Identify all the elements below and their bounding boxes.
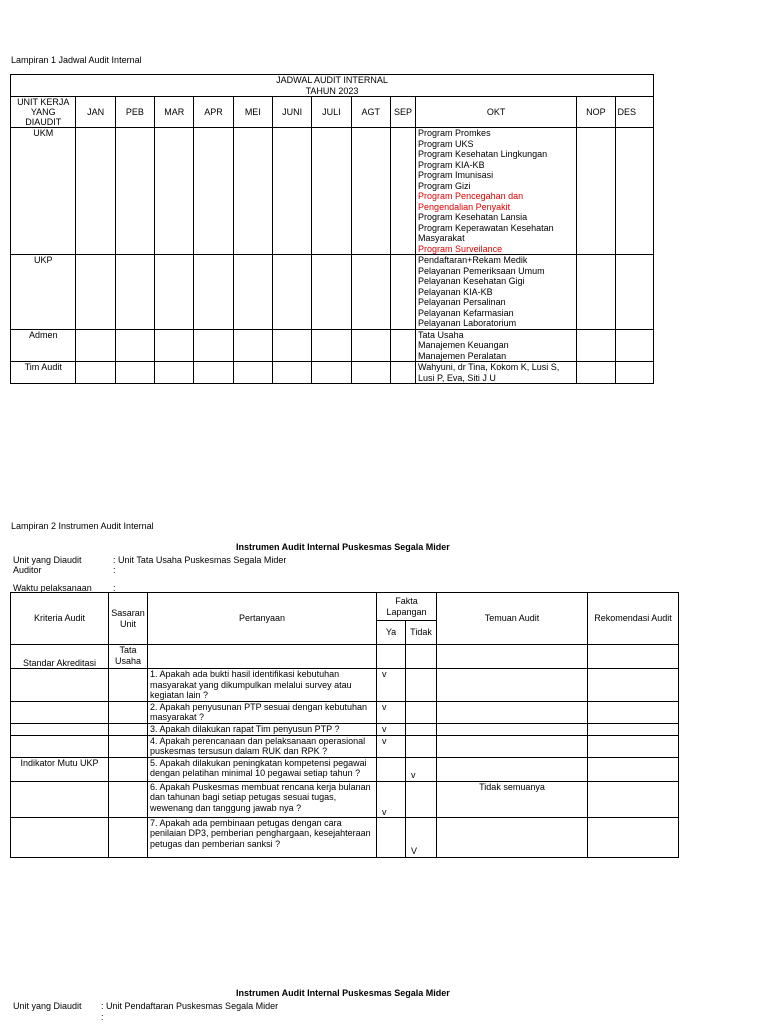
pertanyaan-cell: 5. Apakah dilakukan peningkatan kompetensi pegawai dengan pelatihan minimal 10 pegawai setiap tahun ? <box>148 757 377 781</box>
pertanyaan-cell: 6. Apakah Puskesmas membuat rencana kerja bulanan dan tahunan bagi setiap petugas sesuai tugas, wewenang dan tanggung jawab nya ? <box>148 781 377 817</box>
program-item: Program UKS <box>418 138 474 149</box>
month-cell <box>615 329 653 362</box>
program-item: Program Imunisasi <box>418 170 494 180</box>
temuan-cell <box>437 817 588 857</box>
kriteria-cell <box>11 701 109 723</box>
ya-cell <box>377 757 406 781</box>
fakta-header: Fakta Lapangan <box>377 593 437 621</box>
month-header: MEI <box>233 97 272 128</box>
temuan-cell <box>437 701 588 723</box>
kriteria-cell: Indikator Mutu UKP <box>11 757 109 781</box>
col-unit-header: UNIT KERJA YANG DIAUDIT <box>11 97 76 128</box>
pertanyaan-cell: 4. Apakah perencanaan dan pelaksanaan operasional puskesmas tersusun dalam RUK dan RPK ? <box>148 735 377 757</box>
waktu-value: : <box>113 583 116 593</box>
kriteria-header: Kriteria Audit <box>11 593 109 645</box>
tidak-cell <box>406 735 437 757</box>
table-row <box>11 735 679 757</box>
month-cell <box>272 128 311 255</box>
program-item: Pelayanan Kefarmasian <box>418 307 514 318</box>
program-item: Program Keperawatan Kesehatan <box>418 222 554 233</box>
month-cell <box>155 329 194 362</box>
month-cell <box>272 329 311 362</box>
month-cell <box>76 255 115 330</box>
pertanyaan-cell: 2. Apakah penyusunan PTP sesuai dengan kebutuhan masyarakat ? <box>148 701 377 723</box>
tidak-cell <box>406 701 437 723</box>
month-header: JUNI <box>272 97 311 128</box>
sasaran-cell <box>109 701 148 723</box>
kriteria-cell: Standar Akreditasi <box>11 645 109 669</box>
okt-cell <box>416 362 577 384</box>
tidak-cell: v <box>406 757 437 781</box>
month-header: APR <box>194 97 233 128</box>
jadwal-title-line2: TAHUN 2023 <box>305 85 359 96</box>
okt-cell <box>416 128 577 255</box>
month-cell <box>577 329 615 362</box>
schedule-row <box>11 362 654 384</box>
unit-value: : Unit Tata Usaha Puskesmas Segala Mider <box>113 555 287 565</box>
auditor-value: : <box>113 565 116 575</box>
ya-cell: v <box>377 781 406 817</box>
program-item: Manajemen Peralatan <box>418 350 507 361</box>
temuan-cell <box>437 645 588 669</box>
rekomendasi-cell <box>588 757 679 781</box>
jadwal-title-line1: JADWAL AUDIT INTERNAL <box>276 75 388 85</box>
program-item: Lusi P, Eva, Siti J U <box>418 372 496 383</box>
temuan-cell <box>437 723 588 735</box>
pertanyaan-cell: 1. Apakah ada bukti hasil identifikasi kebutuhan masyarakat yang dikumpulkan melalui survey atau kegiatan lain ? <box>148 669 377 702</box>
month-header: JULI <box>312 97 351 128</box>
month-cell <box>390 128 415 255</box>
month-cell <box>312 128 351 255</box>
month-cell <box>615 128 653 255</box>
month-cell <box>233 362 272 384</box>
sasaran-cell <box>109 781 148 817</box>
unit-cell: UKP <box>11 255 76 330</box>
month-cell <box>155 255 194 330</box>
month-cell <box>272 255 311 330</box>
sasaran-cell: Tata Usaha <box>109 645 148 669</box>
rekomendasi-cell <box>588 817 679 857</box>
sasaran-cell <box>109 669 148 702</box>
month-cell <box>115 255 154 330</box>
sasaran-cell <box>109 817 148 857</box>
month-cell <box>76 362 115 384</box>
program-item: Program Promkes <box>418 128 491 138</box>
program-item: Pendaftaran+Rekam Medik <box>418 255 528 265</box>
month-cell <box>272 362 311 384</box>
tidak-header: Tidak <box>406 621 437 645</box>
month-header: SEP <box>390 97 415 128</box>
program-item: Program Kesehatan Lingkungan <box>418 149 548 159</box>
kriteria-cell <box>11 723 109 735</box>
month-header: AGT <box>351 97 390 128</box>
unit-label: Unit yang Diaudit <box>13 555 82 565</box>
month-cell <box>390 362 415 384</box>
program-item: Pelayanan Persalinan <box>418 297 506 307</box>
program-item: Manajemen Keuangan <box>418 340 509 350</box>
month-cell <box>351 255 390 330</box>
waktu-label: Waktu pelaksanaan <box>13 583 92 593</box>
kriteria-cell <box>11 781 109 817</box>
pertanyaan-cell: 7. Apakah ada pembinaan petugas dengan cara penilaian DP3, pemberian penghargaan, kesejahteraan petugas dan pemberian sanksi ? <box>148 817 377 857</box>
month-cell <box>115 128 154 255</box>
ya-cell: v <box>377 723 406 735</box>
table-row <box>11 723 679 735</box>
auditor-label: Auditor <box>13 565 42 575</box>
month-cell <box>233 329 272 362</box>
program-item: Program Gizi <box>418 180 471 191</box>
month-cell <box>351 362 390 384</box>
program-item: Program Pencegahan dan <box>418 191 524 201</box>
program-item: Masyarakat <box>418 233 465 243</box>
rekomendasi-cell <box>588 701 679 723</box>
month-cell <box>76 329 115 362</box>
month-cell <box>233 255 272 330</box>
program-item: Pelayanan KIA-KB <box>418 286 493 297</box>
schedule-row <box>11 128 654 255</box>
month-cell <box>615 255 653 330</box>
kriteria-cell <box>11 817 109 857</box>
temuan-cell <box>437 757 588 781</box>
tidak-cell: V <box>406 817 437 857</box>
program-item: Program Surveilance <box>418 243 503 254</box>
month-header: MAR <box>155 97 194 128</box>
unit-value-2: : Unit Pendaftaran Puskesmas Segala Mider <box>101 1001 279 1011</box>
month-cell <box>577 362 615 384</box>
month-header: DES <box>615 97 653 128</box>
jadwal-title <box>11 75 654 97</box>
tidak-cell <box>406 781 437 817</box>
tidak-cell <box>406 669 437 702</box>
sasaran-cell <box>109 757 148 781</box>
rekomendasi-cell <box>588 669 679 702</box>
ya-cell <box>377 645 406 669</box>
rekomendasi-cell <box>588 735 679 757</box>
pertanyaan-cell <box>148 645 377 669</box>
month-header: NOP <box>577 97 615 128</box>
rekomendasi-cell <box>588 781 679 817</box>
okt-cell <box>416 329 577 362</box>
kriteria-cell <box>11 735 109 757</box>
table-row <box>11 781 679 817</box>
month-cell <box>577 255 615 330</box>
month-cell <box>351 329 390 362</box>
ya-cell: v <box>377 701 406 723</box>
instrumen-audit-table <box>10 592 679 858</box>
month-cell <box>312 329 351 362</box>
sasaran-header: Sasaran Unit <box>109 593 148 645</box>
month-cell <box>390 329 415 362</box>
rekomendasi-cell <box>588 723 679 735</box>
month-cell <box>155 362 194 384</box>
temuan-cell <box>437 669 588 702</box>
month-header: JAN <box>76 97 115 128</box>
program-item: Program KIA-KB <box>418 159 485 170</box>
pertanyaan-header: Pertanyaan <box>148 593 377 645</box>
table-row <box>11 817 679 857</box>
month-cell <box>233 128 272 255</box>
sasaran-cell <box>109 735 148 757</box>
temuan-header: Temuan Audit <box>437 593 588 645</box>
table-row <box>11 645 679 669</box>
ya-cell <box>377 817 406 857</box>
unit-cell: UKM <box>11 128 76 255</box>
program-item: Wahyuni, dr Tina, Kokom K, Lusi S, <box>418 362 560 372</box>
month-cell <box>615 362 653 384</box>
program-item: Pelayanan Pemeriksaan Umum <box>418 265 545 276</box>
unit-label-2: Unit yang Diaudit <box>13 1001 82 1011</box>
month-cell <box>194 329 233 362</box>
temuan-cell <box>437 735 588 757</box>
unit-cell: Admen <box>11 329 76 362</box>
month-cell <box>115 329 154 362</box>
table-row <box>11 701 679 723</box>
month-header: PEB <box>115 97 154 128</box>
ya-cell: v <box>377 735 406 757</box>
month-cell <box>76 128 115 255</box>
instrumen-title-2: Instrumen Audit Internal Puskesmas Segala Mider <box>236 988 450 998</box>
month-cell <box>312 255 351 330</box>
month-cell <box>155 128 194 255</box>
unit-cell: Tim Audit <box>11 362 76 384</box>
table-row <box>11 757 679 781</box>
tidak-cell <box>406 723 437 735</box>
rekomendasi-cell <box>588 645 679 669</box>
month-cell <box>194 255 233 330</box>
month-cell <box>390 255 415 330</box>
lampiran1-heading: Lampiran 1 Jadwal Audit Internal <box>11 55 142 65</box>
program-item: Pengendalian Penyakit <box>418 201 511 212</box>
month-cell <box>351 128 390 255</box>
program-item: Pelayanan Kesehatan Gigi <box>418 276 525 286</box>
schedule-row <box>11 255 654 330</box>
sasaran-cell <box>109 723 148 735</box>
table-row <box>11 669 679 702</box>
jadwal-audit-table <box>10 74 654 384</box>
okt-cell <box>416 255 577 330</box>
program-item: Pelayanan Laboratorium <box>418 318 517 328</box>
tidak-cell <box>406 645 437 669</box>
ya-cell: v <box>377 669 406 702</box>
temuan-cell: Tidak semuanya <box>437 781 588 817</box>
month-cell <box>312 362 351 384</box>
program-item: Program Kesehatan Lansia <box>418 212 528 222</box>
lampiran2-heading: Lampiran 2 Instrumen Audit Internal <box>11 521 154 531</box>
month-cell <box>194 128 233 255</box>
month-cell <box>194 362 233 384</box>
instrumen-title: Instrumen Audit Internal Puskesmas Segala Mider <box>236 542 450 552</box>
pertanyaan-cell: 3. Apakah dilakukan rapat Tim penyusun PTP ? <box>148 723 377 735</box>
auditor-value-2: : <box>101 1012 104 1022</box>
month-cell <box>577 128 615 255</box>
schedule-row <box>11 329 654 362</box>
program-item: Tata Usaha <box>418 329 464 340</box>
ya-header: Ya <box>377 621 406 645</box>
rekomendasi-header: Rekomendasi Audit <box>588 593 679 645</box>
kriteria-cell <box>11 669 109 702</box>
month-cell <box>115 362 154 384</box>
month-header: OKT <box>416 97 577 128</box>
